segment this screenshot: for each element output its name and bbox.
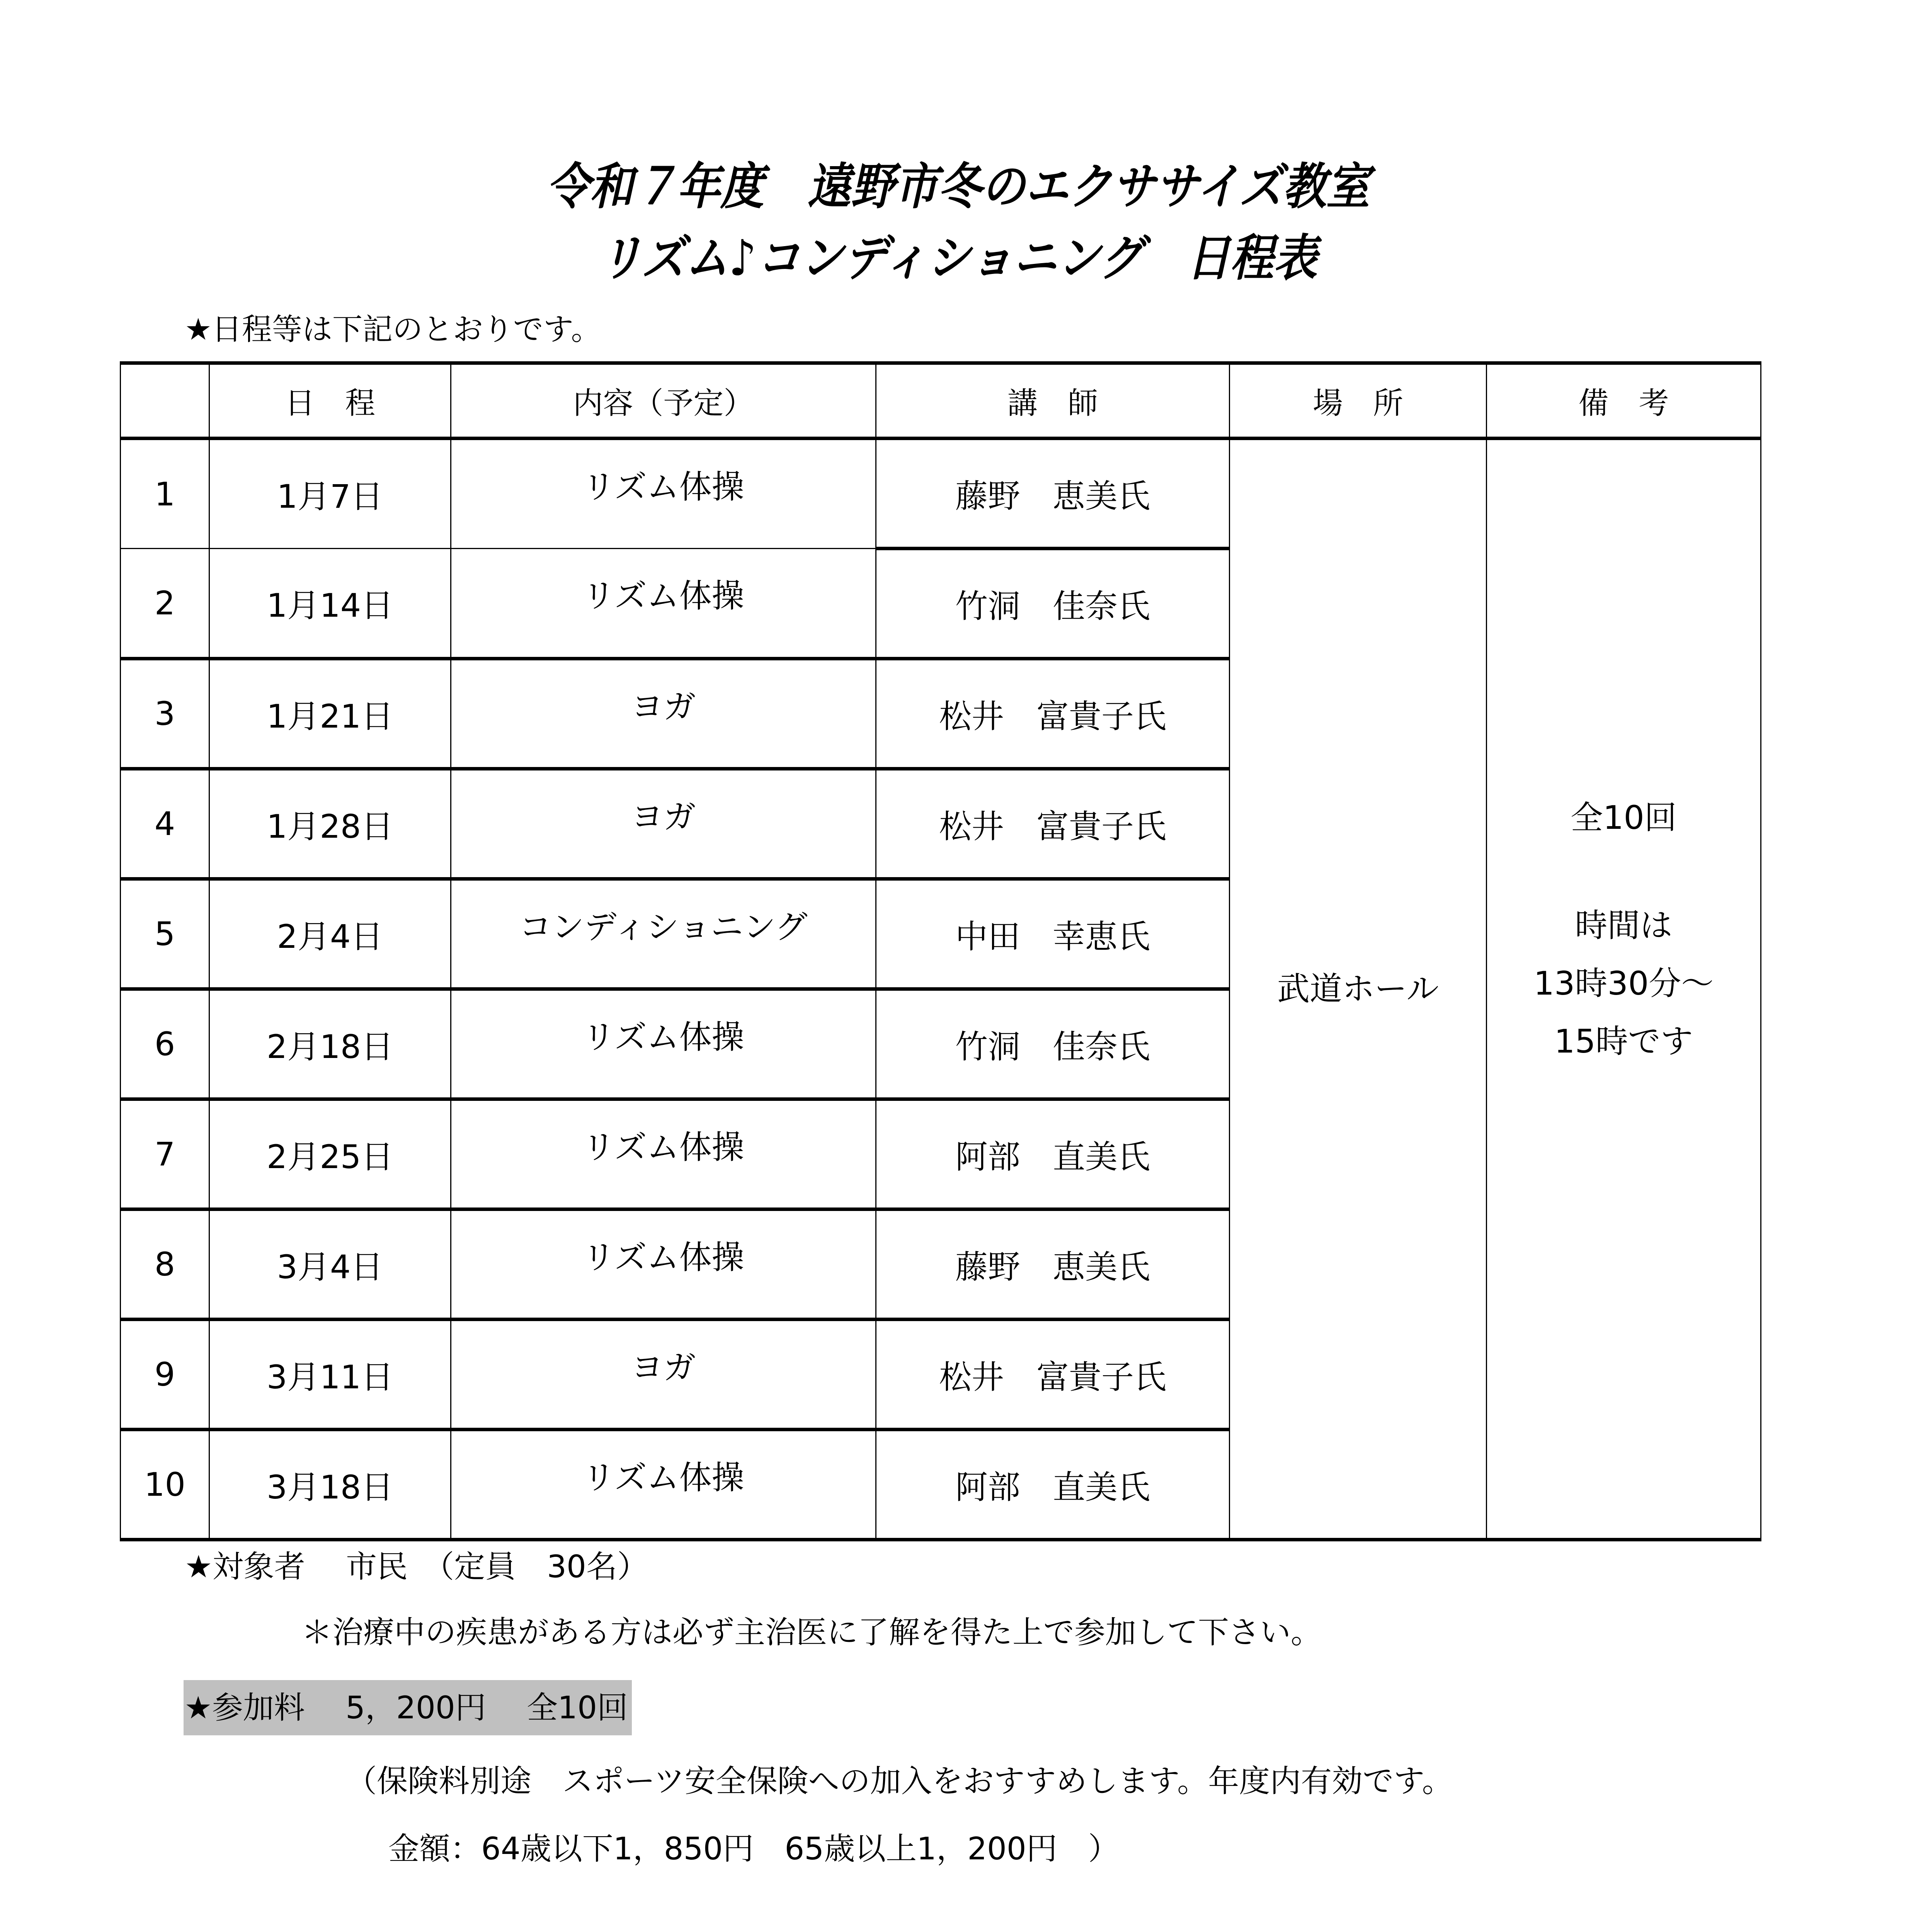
row-no: 3 <box>121 659 209 769</box>
row-instructor: 松井 富貴子氏 <box>876 769 1230 879</box>
header-instructor: 講 師 <box>876 363 1230 439</box>
target-note: ＊治療中の疾患がある方は必ず主治医に了解を得た上で参加して下さい。 <box>301 1614 1322 1650</box>
venue-cell: 武道ホール <box>1230 439 1487 1540</box>
row-content: ヨガ <box>451 769 876 879</box>
row-date: 3月18日 <box>209 1430 451 1540</box>
row-no: 4 <box>121 769 209 879</box>
row-instructor: 藤野 恵美氏 <box>876 1209 1230 1320</box>
row-no: 9 <box>121 1320 209 1430</box>
header-date: 日 程 <box>209 363 451 439</box>
row-instructor: 竹洞 佳奈氏 <box>876 989 1230 1099</box>
row-date: 2月18日 <box>209 989 451 1099</box>
notes-total: 全10回 <box>1571 799 1677 837</box>
header-content: 内容（予定） <box>451 363 876 439</box>
row-instructor: 阿部 直美氏 <box>876 1099 1230 1209</box>
row-date: 2月4日 <box>209 879 451 989</box>
row-date: 1月28日 <box>209 769 451 879</box>
row-no: 2 <box>121 549 209 659</box>
row-content: リズム体操 <box>451 989 876 1099</box>
header-notes: 備 考 <box>1487 363 1761 439</box>
row-no: 5 <box>121 879 209 989</box>
row-date: 1月7日 <box>209 439 451 549</box>
row-no: 1 <box>121 439 209 549</box>
notes-time-label: 時間は <box>1575 906 1673 944</box>
header-venue: 場 所 <box>1230 363 1487 439</box>
table-header-row <box>121 363 1761 439</box>
row-instructor: 藤野 恵美氏 <box>876 439 1230 549</box>
row-no: 6 <box>121 989 209 1099</box>
row-content: リズム体操 <box>451 439 876 549</box>
row-no: 10 <box>121 1430 209 1540</box>
row-content: コンディショニング <box>451 879 876 989</box>
fee-note1: （保険料別途 スポーツ安全保険への加入をおすすめします。年度内有効です。 <box>346 1763 1453 1799</box>
notes-cell <box>1487 439 1761 1540</box>
notes-time-start: 13時30分～ <box>1533 964 1714 1002</box>
schedule-table <box>120 361 1761 1541</box>
row-no: 7 <box>121 1099 209 1209</box>
intro-text: ★日程等は下記のとおりです。 <box>185 312 601 347</box>
row-date: 2月25日 <box>209 1099 451 1209</box>
row-content: ヨガ <box>451 659 876 769</box>
notes-time-end: 15時です <box>1554 1022 1693 1060</box>
target-line: ★対象者 市民 （定員 30名） <box>185 1549 648 1585</box>
page-title-line1: 令和７年度 遠野市冬のエクササイズ教室 <box>546 158 1370 216</box>
row-no: 8 <box>121 1209 209 1320</box>
row-content: リズム体操 <box>451 549 876 659</box>
table-row <box>121 439 1761 549</box>
row-content: ヨガ <box>451 1320 876 1430</box>
page-title-line2: リズム♪コンディショニング 日程表 <box>599 230 1317 287</box>
row-instructor: 阿部 直美氏 <box>876 1430 1230 1540</box>
row-instructor: 竹洞 佳奈氏 <box>876 549 1230 659</box>
row-date: 1月21日 <box>209 659 451 769</box>
fee-line <box>184 1683 632 1727</box>
row-content: リズム体操 <box>451 1430 876 1540</box>
header-no <box>121 363 209 439</box>
row-content: リズム体操 <box>451 1099 876 1209</box>
row-content: リズム体操 <box>451 1209 876 1320</box>
fee-note2: 金額：64歳以下1，850円 65歳以上1，200円 ） <box>388 1831 1119 1867</box>
row-date: 3月11日 <box>209 1320 451 1430</box>
row-instructor: 松井 富貴子氏 <box>876 1320 1230 1430</box>
row-instructor: 松井 富貴子氏 <box>876 659 1230 769</box>
row-date: 1月14日 <box>209 549 451 659</box>
fee-highlight: ★参加料 5，200円 全10回 <box>184 1680 632 1735</box>
row-instructor: 中田 幸恵氏 <box>876 879 1230 989</box>
row-date: 3月4日 <box>209 1209 451 1320</box>
